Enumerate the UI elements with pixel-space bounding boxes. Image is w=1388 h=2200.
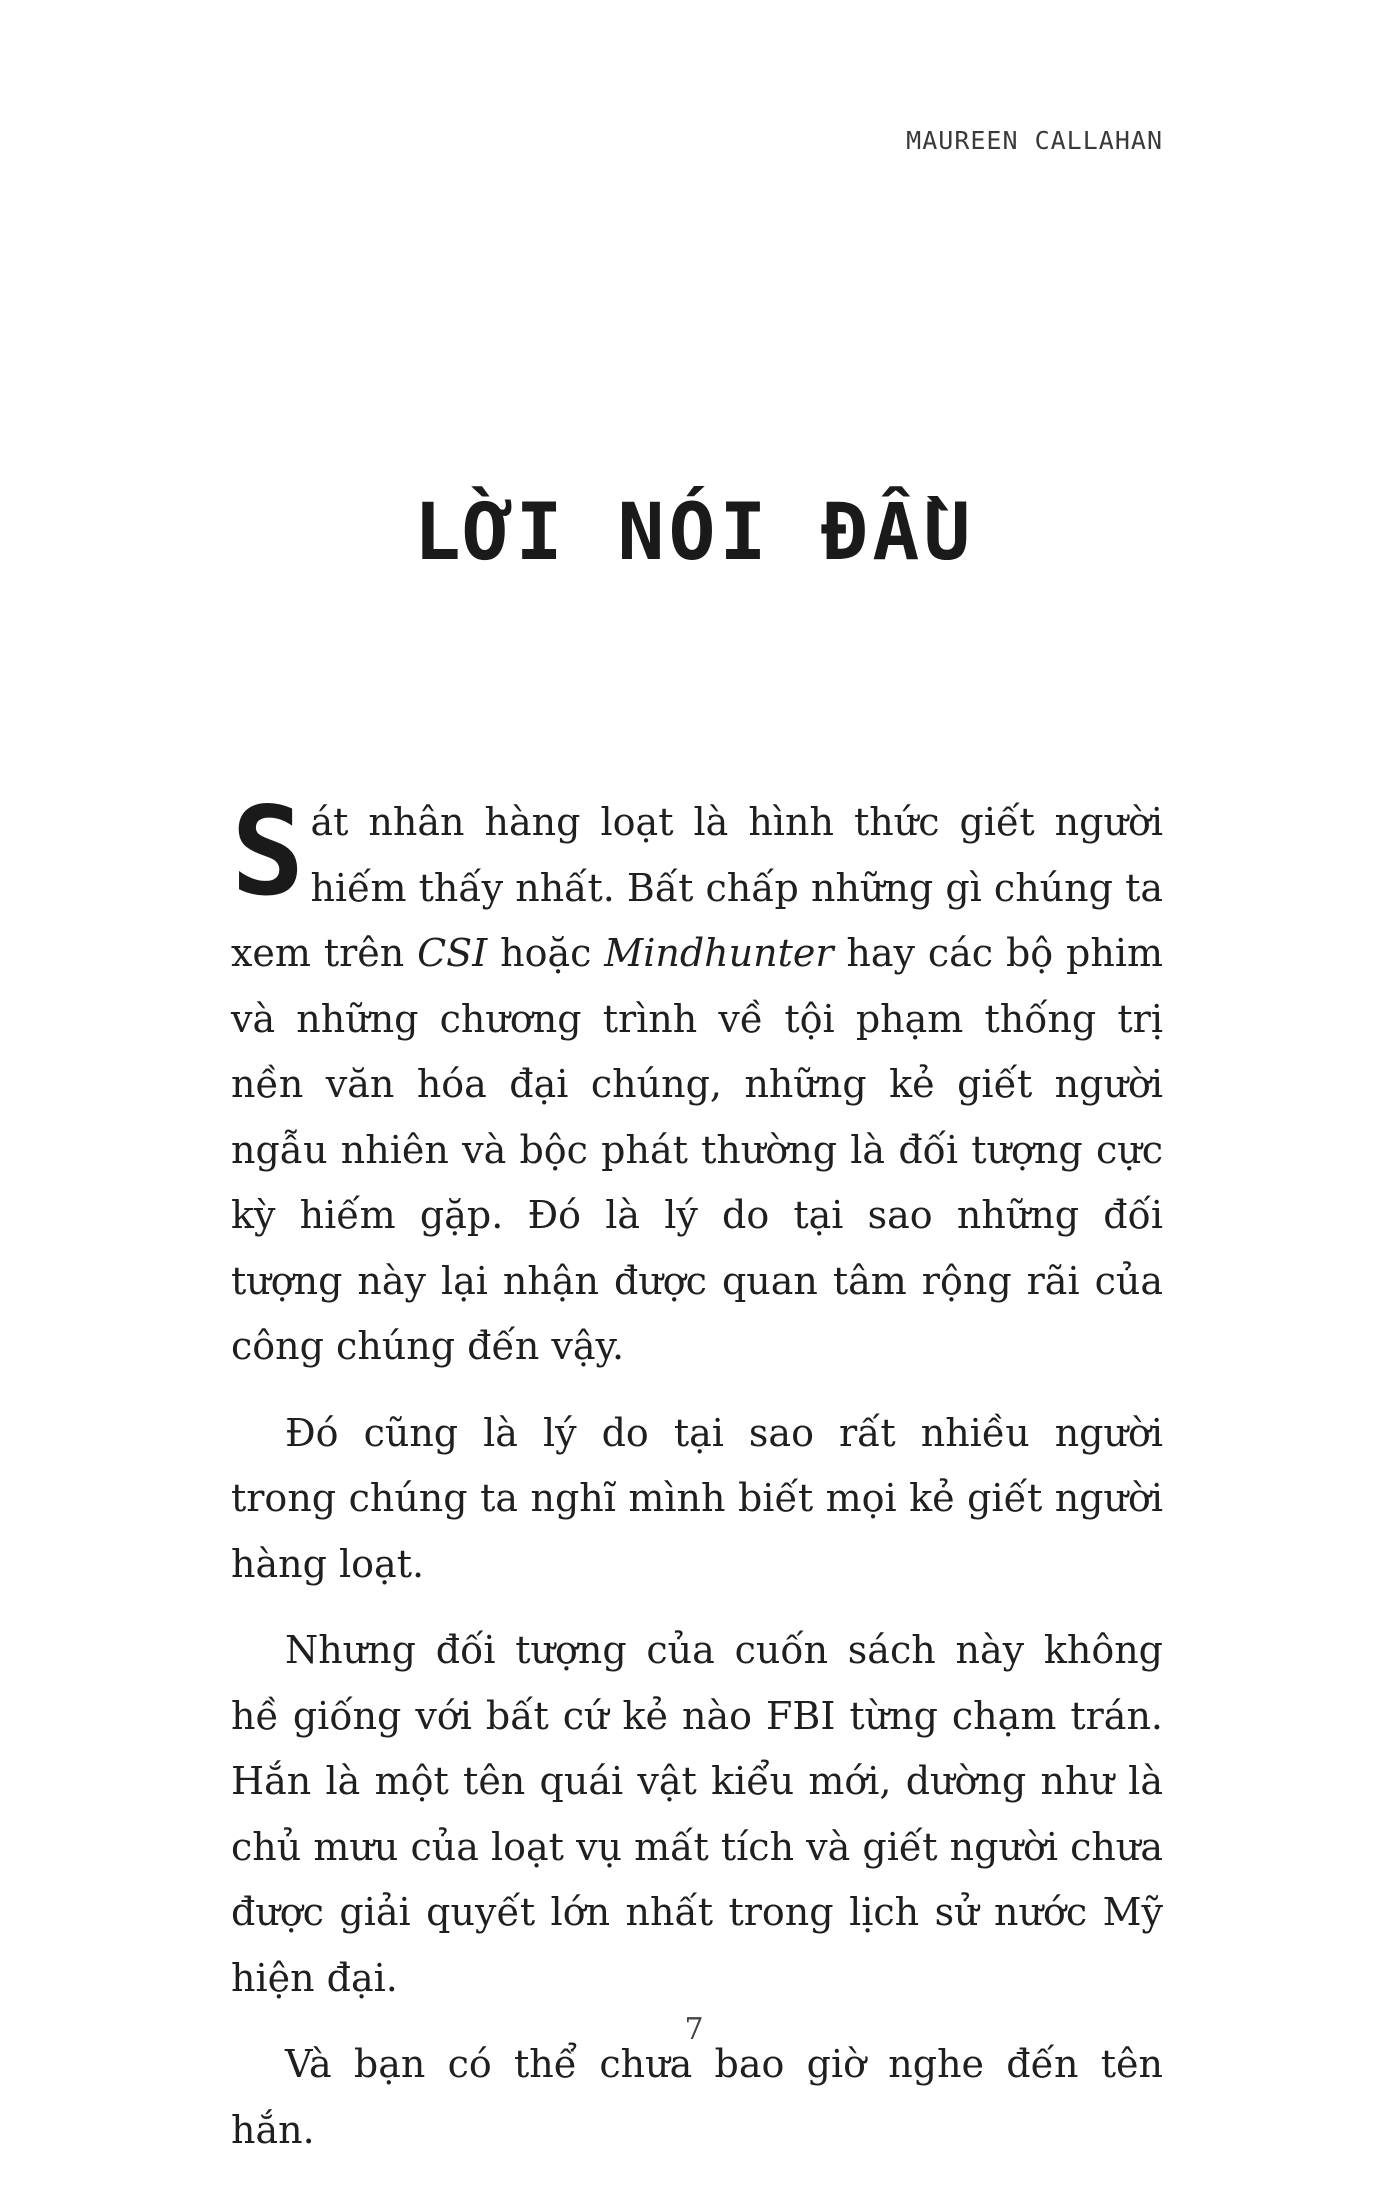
paragraph-1-text-b: hoặc bbox=[487, 931, 605, 975]
paragraph-3: Nhưng đối tượng của cuốn sách này không hề giống với bất cứ kẻ nào FBI từng chạm trán. Hắn là một tên quái vật kiểu mới, dường như là chủ mưu của loạt vụ mất tích và giết người chưa được giải quyết lớn nhất trong lịch sử nước Mỹ hiện đại. bbox=[231, 1628, 1163, 2000]
page-number: 7 bbox=[684, 2012, 704, 2047]
running-header-author: MAUREEN CALLAHAN bbox=[906, 126, 1163, 155]
drop-cap: S bbox=[231, 781, 305, 923]
italic-title-csi: CSI bbox=[417, 931, 488, 975]
paragraph-1-text-c: hay các bộ phim và những chương trình về tội phạm thống trị nền văn hóa đại chúng, những kẻ giết người ngẫu nhiên và bộc phát thường là đối tượng cực kỳ hiếm gặp. Đó là lý do tại sao những đối tượng này lại nhận được quan tâm rộng rãi của công chúng đến vậy. bbox=[231, 931, 1164, 1368]
paragraph-1 bbox=[231, 781, 1164, 1380]
paragraph-2: Đó cũng là lý do tại sao rất nhiều người trong chúng ta nghĩ mình biết mọi kẻ giết người hàng loạt. bbox=[231, 1410, 1163, 1586]
chapter-title: LỜI NÓI ĐẦU bbox=[413, 488, 975, 578]
paragraph-1-text-a: át nhân hàng loạt là hình thức giết người hiếm thấy nhất. Bất chấp những gì chúng ta xem trên bbox=[231, 800, 1163, 975]
paragraph-4: Và bạn có thể chưa bao giờ nghe đến tên hắn. bbox=[231, 2042, 1163, 2152]
body-text bbox=[231, 781, 1164, 2184]
italic-title-mindhunter: Mindhunter bbox=[604, 931, 834, 975]
